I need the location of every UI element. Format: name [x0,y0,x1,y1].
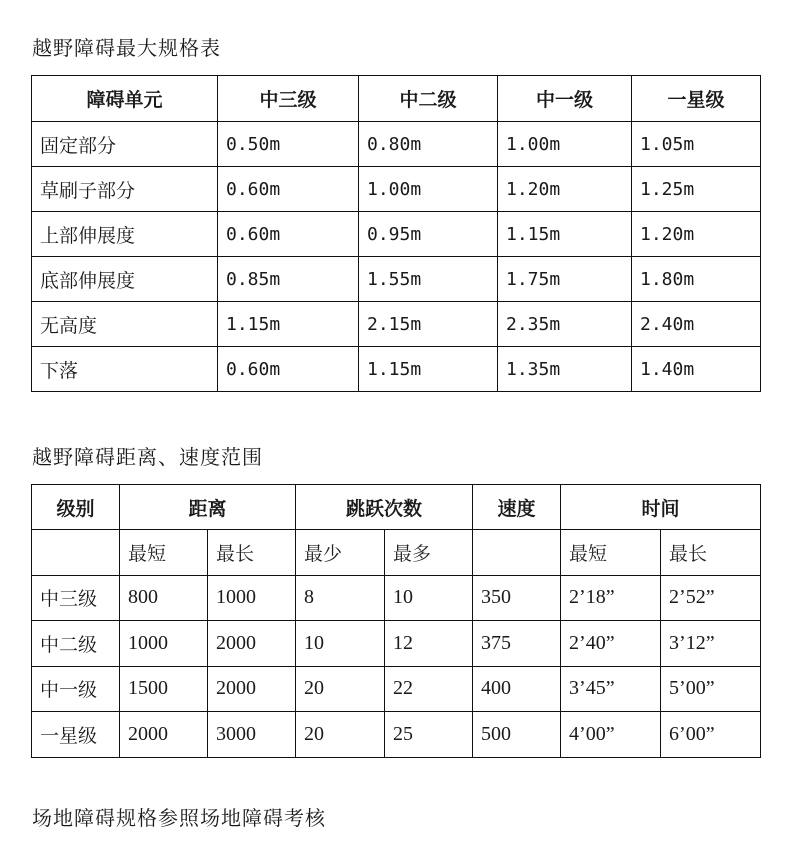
cell-time-max: 3’12” [661,621,761,667]
cell-speed: 350 [473,575,561,621]
header-one-star: 一星级 [632,76,761,122]
cell-value: 1.25m [632,167,761,212]
table-row [32,621,761,667]
row-level: 一星级 [32,712,120,758]
cell-distance-min: 2000 [120,712,208,758]
header-level: 级别 [32,485,120,530]
table-header-row [32,485,761,530]
cell-speed: 375 [473,621,561,667]
header-distance: 距离 [120,485,296,530]
table-row [32,666,761,712]
cell-distance-max: 3000 [208,712,296,758]
subheader-jumps-min: 最少 [296,530,385,576]
cell-jumps-max: 22 [385,666,473,712]
cell-value: 1.20m [632,212,761,257]
header-level-2: 中二级 [359,76,498,122]
cell-value: 0.95m [359,212,498,257]
row-level: 中一级 [32,666,120,712]
cell-value: 1.00m [498,122,632,167]
row-label: 草刷子部分 [32,167,218,212]
header-time: 时间 [561,485,761,530]
cell-value: 1.80m [632,257,761,302]
table-row [32,302,761,347]
cell-speed: 500 [473,712,561,758]
cell-time-min: 2’40” [561,621,661,667]
table-row [32,212,761,257]
cell-jumps-min: 10 [296,621,385,667]
cell-jumps-max: 10 [385,575,473,621]
row-label: 固定部分 [32,122,218,167]
section1-title: 越野障碍最大规格表 [32,36,221,60]
subheader-time-min: 最短 [561,530,661,576]
cell-value: 1.55m [359,257,498,302]
cell-time-min: 4’00” [561,712,661,758]
cell-time-max: 6’00” [661,712,761,758]
table-row [32,257,761,302]
cell-jumps-max: 12 [385,621,473,667]
cell-value: 1.15m [498,212,632,257]
cell-value: 2.40m [632,302,761,347]
cell-value: 0.85m [218,257,359,302]
cell-distance-min: 1000 [120,621,208,667]
header-jumps: 跳跃次数 [296,485,473,530]
cell-jumps-min: 20 [296,712,385,758]
cell-speed: 400 [473,666,561,712]
table-subheader-row [32,530,761,576]
footer-note: 场地障碍规格参照场地障碍考核 [32,806,326,830]
subheader-empty [32,530,120,576]
header-level-1: 中一级 [498,76,632,122]
cell-value: 0.60m [218,212,359,257]
subheader-distance-max: 最长 [208,530,296,576]
cell-jumps-min: 8 [296,575,385,621]
cell-value: 0.80m [359,122,498,167]
cell-value: 1.35m [498,347,632,392]
subheader-distance-min: 最短 [120,530,208,576]
cell-value: 1.20m [498,167,632,212]
cell-value: 1.15m [218,302,359,347]
cell-value: 0.60m [218,347,359,392]
table-row [32,575,761,621]
row-label: 底部伸展度 [32,257,218,302]
table-row [32,122,761,167]
cell-jumps-max: 25 [385,712,473,758]
section2-title: 越野障碍距离、速度范围 [32,445,263,469]
cell-value: 1.15m [359,347,498,392]
cell-jumps-min: 20 [296,666,385,712]
cell-distance-min: 800 [120,575,208,621]
row-label: 下落 [32,347,218,392]
cell-value: 1.05m [632,122,761,167]
header-level-3: 中三级 [218,76,359,122]
table-header-row [32,76,761,122]
cell-time-max: 5’00” [661,666,761,712]
table-row [32,347,761,392]
cell-value: 1.40m [632,347,761,392]
table-row [32,167,761,212]
cell-value: 1.00m [359,167,498,212]
distance-speed-table [31,484,761,758]
max-obstacle-spec-table [31,75,761,392]
subheader-jumps-max: 最多 [385,530,473,576]
cell-distance-max: 2000 [208,666,296,712]
row-label: 无高度 [32,302,218,347]
row-label: 上部伸展度 [32,212,218,257]
subheader-empty [473,530,561,576]
cell-time-min: 2’18” [561,575,661,621]
cell-value: 0.60m [218,167,359,212]
cell-distance-min: 1500 [120,666,208,712]
header-speed: 速度 [473,485,561,530]
cell-time-max: 2’52” [661,575,761,621]
cell-value: 0.50m [218,122,359,167]
cell-distance-max: 2000 [208,621,296,667]
header-obstacle-unit: 障碍单元 [32,76,218,122]
cell-value: 2.35m [498,302,632,347]
subheader-time-max: 最长 [661,530,761,576]
row-level: 中二级 [32,621,120,667]
row-level: 中三级 [32,575,120,621]
cell-time-min: 3’45” [561,666,661,712]
cell-value: 1.75m [498,257,632,302]
cell-distance-max: 1000 [208,575,296,621]
cell-value: 2.15m [359,302,498,347]
table-row [32,712,761,758]
